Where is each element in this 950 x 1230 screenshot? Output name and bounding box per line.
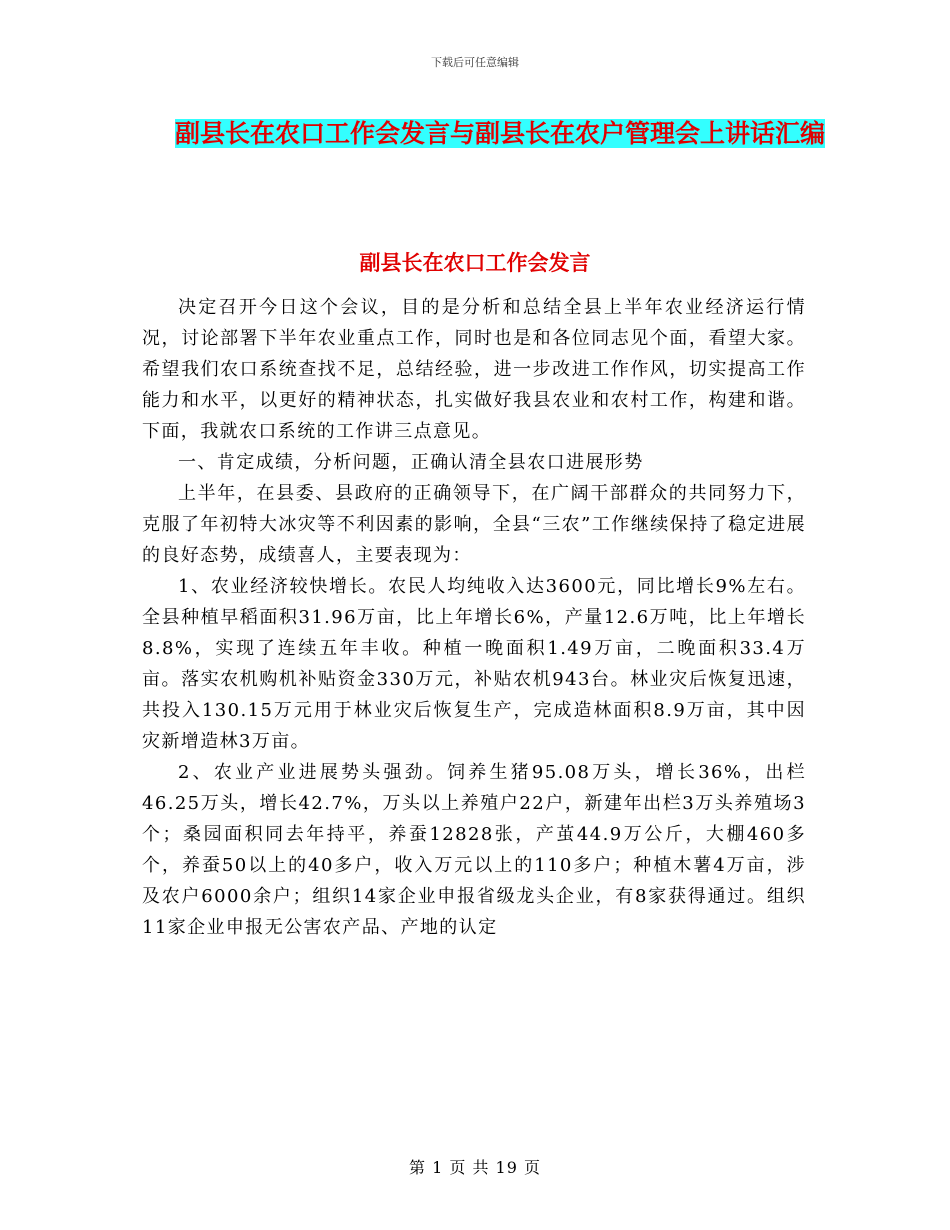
paragraph: 一、肯定成绩，分析问题，正确认清全县农口进展形势 <box>178 452 644 473</box>
paragraph: 1、农业经济较快增长。农民人均纯收入达3600元，同比增长9%左右。全县种植早稻面积31.96万亩，比上年增长6%，产量12.6万吨，比上年增长8.8%，实现了连续五年丰收。种植一晚面积1.49万亩，二晚面积33.4万亩。落实农机购机补贴资金330万元，补贴农机943台。林业灾后恢复迅速，共投入130.15万元用于林业灾后恢复生产，完成造林面积8.9万亩，其中因灾新增造林3万亩。 <box>142 576 806 752</box>
paragraph: 上半年，在县委、县政府的正确领导下，在广阔干部群众的共同努力下，克服了年初特大冰灾等不利因素的影响，全县“三农”工作继续保持了稳定进展的良好态势，成绩喜人，主要表现为： <box>142 483 806 566</box>
body-text <box>142 292 806 943</box>
document-title-text: 副县长在农口工作会发言与副县长在农户管理会上讲话汇编 <box>174 119 825 148</box>
section-title: 副县长在农口工作会发言 <box>359 251 591 275</box>
paragraph: 决定召开今日这个会议，目的是分析和总结全县上半年农业经济运行情况，讨论部署下半年农业重点工作，同时也是和各位同志见个面，看望大家。希望我们农口系统查找不足，总结经验，进一步改进工作作风，切实提高工作能力和水平，以更好的精神状态，扎实做好我县农业和农村工作，构建和谐。下面，我就农口系统的工作讲三点意见。 <box>142 297 806 442</box>
header-note: 下载后可任意编辑 <box>431 56 519 69</box>
page-footer: 第 1 页 共 19 页 <box>409 1158 541 1177</box>
paragraph: 2、农业产业进展势头强劲。饲养生猪95.08万头，增长36%，出栏46.25万头，增长42.7%，万头以上养殖户22户，新建年出栏3万头养殖场3个；桑园面积同去年持平，养蚕12828张，产茧44.9万公斤，大棚460多个，养蚕50以上的40多户，收入万元以上的110多户；种植木薯4万亩，涉及农户6000余户；组织14家企业申报省级龙头企业，有8家获得通过。组织11家企业申报无公害农产品、产地的认定 <box>142 762 806 938</box>
document-title <box>130 112 870 156</box>
